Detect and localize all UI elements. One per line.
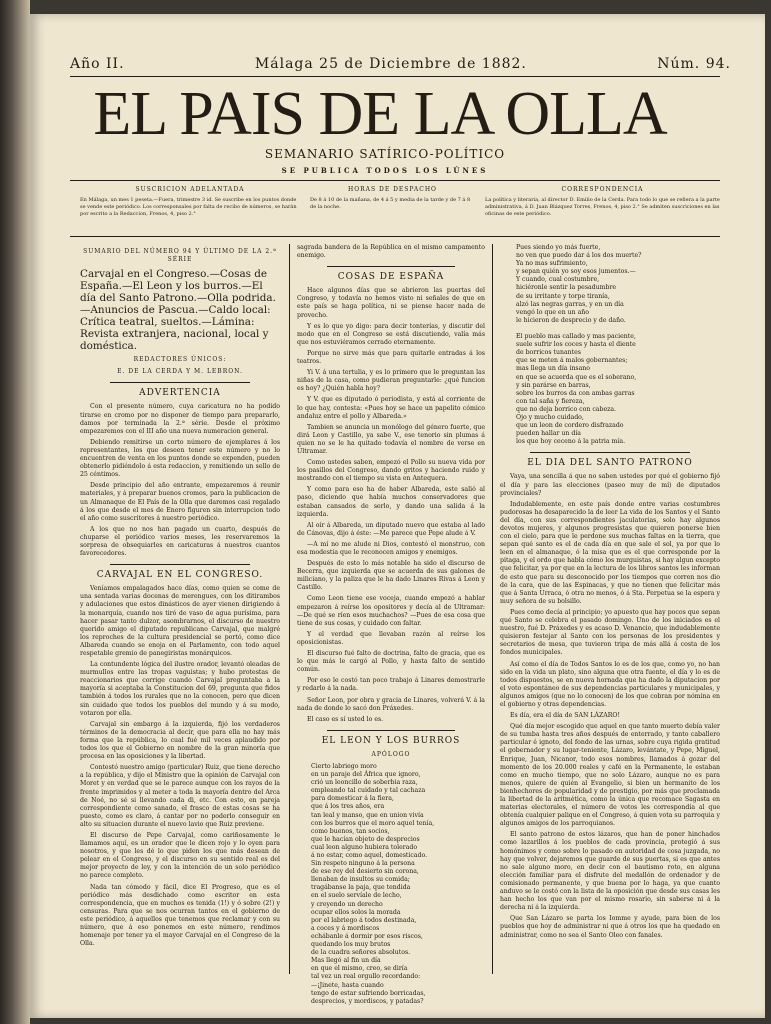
cosas-paragraph: El discurso fué falto de doctrina, falto de gracia, que es lo que más le cargó al Pollo, y hasta falto de sentido común.	[297, 650, 485, 674]
cosas-paragraph: Como Leon tiene ese voceja, cuando empezó a hablar empezaron á reírse los opositores y decía al de Ultramar: —De qué se ríen esos muchachos? —Pues de esa cosa que tiene de sus cosas, y cuidado con faltar.	[297, 595, 485, 627]
carvajal-heading: CARVAJAL EN EL CONGRESO.	[96, 570, 264, 581]
cosas-paragraph: Y es lo que yo digo: para decir tonterías, y discutir del modo que en el Congreso se está discutiendo, valía más que nos estuviéramos cerrado eternamente.	[297, 322, 485, 346]
office-hours-box	[310, 186, 475, 211]
divider	[327, 266, 455, 267]
divider	[110, 382, 250, 383]
column-divider-1	[289, 244, 290, 974]
cosas-paragraph: Después de esto lo más notable ha sido el discurso de Becerra, que izquierda que se acuerda de sus galones de miliciano, y la paliza que le ha dado Linares Rivas á Leon y Castillo.	[297, 560, 485, 592]
summary-text: Carvajal en el Congreso.—Cosas de España.—El Leon y los burros.—El día del Santo Patrono.—Olla podrida.—Anuncios de Pascua.—Caldo local: Crítica teatral, sueltos.—Lámina: Revista extranjera, nacional, local y doméstica.	[80, 268, 276, 353]
top-rule	[70, 76, 720, 77]
header-rule	[70, 180, 720, 181]
fable-verses: Cierto labriego moro en un paraje del África que ignoro, crió un leoncillo de soberbia raza, empleando tal cuidado y tal cachaza para domesticar á la fiera, que á los tres años, era tan leal y manso, que en union vivía con los burros que el moro aquel tenía, como buenos, tan socios, que le hacían objeto de desprecios cual leon alguno hubiera tolerado á no estar, como aquel, domesticado. Sin respeto ninguno á la persona de ese rey del desierto sin corona, llenaban de insultos su comida; tragábanse la paja, que tendida en el suelo servíale de lecho, y creyendo un derecho ocupar ellos solos la morada por el labriego á todos destinada, a coces y á mordiscos echábanle á dormir por esos riscos, quedando los muy brutos de la cuadra señores absolutos. Mas llegó al fin un día en que el mismo, creo, se diría tal vez un real orgullo recordando: —¡Jinete, hasta cuando tengo de estar sufriendo borricadas, desprecios, y mordiscos, y patadas?	[311, 762, 435, 1005]
column-divider-2	[492, 244, 493, 974]
divider	[110, 564, 250, 565]
office-hours-heading: HORAS DE DESPACHO	[348, 186, 437, 193]
masthead-title: EL PAIS DE LA OLLA	[93, 80, 667, 148]
subscription-heading: SUSCRICION ADELANTADA	[135, 186, 245, 193]
subscription-text: En Málaga, un mes 1 peseta.—Fuera, trimestre 3 id. Se suscribe en los puntos donde se vende este periódico. Los corresponsales por falta de recibo de números, se harán por escrito a la Redaccion, Frenos, 4, piso 2.°	[80, 197, 297, 217]
santo-paragraph: Que San Lázaro se parta los Iomme y ayude, para bien de los pueblos que hoy de administrar ni que á otros los que ha quedado en administrar, como no sea el Santo Oleo con fanales.	[500, 915, 720, 939]
cosas-paragraph: —A mí no me alude ni Dios, contestó el monstruo, con esa modestia que le reconocen amigos y enemigos.	[297, 540, 485, 556]
fable-verses-continued: Pues siendo yo más fuerte, no ven que puedo dar á los dos muerte? Ya no mas sufrimiento, y sepan quién yo soy esos jumentos.— Y cuando, cual costumbre, hiciéronle sentir la pesadumbre de su irritante y torpe tiranía, alzó las negras garras, y en un día vengó lo que en un año le hicieron de desprecio y de daño. El pueblo mas callado y mas paciente, suele sufrir los coces y hasta el diente de borricos tunantes que se meten á malos gobernantes; mas llega un día insano en que se acuerda que es el soberano, y sin parárse en barras, sobre los burros da con ambas garras con tal saña y fiereza, que no deja borrico con cabeza. Ojo y mucho cuidado, que un leon de cordero disfrazado pueden hallar un día los que hoy ceceno á la patria mía.	[516, 244, 642, 446]
carvajal-paragraph: Carvajal sin embargo á la izquierda, fijó los verdaderos términos de la democracia al decir, que para ella no hay más forma que la república, lo cual fué mil veces aplaudido por todos los que el Gobierno en nombre de la gran minoría que procesa en las oposiciones y la libertad.	[80, 720, 280, 761]
santo-paragraph: Vaya, una sencilla á que no saben ustedes por qué el gobierno fijó el día y para las elecciones (paseo muy de mí) de diputados provinciales?	[500, 473, 720, 497]
notice-paragraph: Con el presente número, cuya caricatura no ha podido tirarse en cromo por no disponer de tiempo para prepararlo, damos por terminada la 2.ª série. Desde el próximo empezaremos con el III año una nueva numeracion general.	[80, 403, 280, 435]
carvajal-paragraph: El discurso de Pepe Carvajal, como cariñosamente le llamamos aquí, es un orador que le dicen rojo y lo oyen para nosotros, y que les dé lo que piden los que más desean de pelear en el Congreso, y el discurso en su sentido real es del mejor proyecto de ley, y con la intención de un solo periódico no parece completo.	[80, 831, 280, 880]
cosas-paragraph: Señor Leon, por obra y gracia de Linares, volverá V. á la nada de donde lo sacó don Práxedes.	[297, 696, 485, 712]
santo-paragraph: Pues como decía al principio; yo apuesto que hay pocos que sepan qué Santo se celebra el pasado domingo. Uno de los iniciados es el nuestro, fué D. Práxedes y es acaso D. Venancio, que indudablemente quisieron festejar al Santo con los personas de los presidentes y secretarios de mesa, que tuvieron tripa de más allá á costa de los fondos municipales.	[500, 608, 720, 657]
subscription-box	[80, 186, 300, 218]
masthead-tagline: SE PUBLICA TODOS LOS LÚNES	[281, 166, 489, 175]
cosas-paragraph: Por eso le costó tan poco trabajo á Linares demostrarle y redarlo á la nada.	[297, 677, 485, 693]
book-spine	[0, 0, 30, 1024]
cosas-paragraph: Como ustedes saben, empezó el Pollo su nueva vida por los pasillos del Congreso, dando gritos y haciendo ruido y mostrando con el tiempo su vista en Antequera.	[297, 459, 485, 483]
cosas-paragraph: Porque no sirve más que para quitarle entradas á los teatros.	[297, 349, 485, 366]
cosas-paragraph: Y el verdad que llevaban razón al reírse los oposicionistas.	[297, 630, 485, 646]
info-rule	[70, 236, 720, 237]
santo-paragraph: Es día, era el día de SAN LÁZARO!	[510, 712, 620, 720]
leon-heading: EL LEON Y LOS BURROS	[321, 735, 461, 746]
santo-paragraph: Así como el día de Todos Santos lo es de los que, como yo, no han sido en la vida un plato, sino alguna que otra fuente, el día y lo es de todos dispuestos, se en nueva hornada que ha dado la diputacion por el voto espontáneo de sus dependencias particulares y municipales, y algunos amigos (que no lo conocen) de los que cobran por nómina en el gobierno y otras dependencias.	[500, 660, 720, 708]
column-left	[80, 244, 280, 979]
cosas-paragraph: Hace algunos días que se abrieron las puertas del Congreso, y todavía no hemos visto ni señales de que en este país se haga política, ni se piense hacer nada de provecho.	[297, 287, 485, 319]
cosas-paragraph: Y como para eso ha de haber Albareda, este salió al paso, diciendo que había muchos conservadores que estaban cansados de serlo, y dando una salida á la izquierda.	[297, 486, 485, 518]
correspondence-heading: CORRESPONDENCIA	[561, 186, 644, 193]
column-right	[500, 244, 720, 979]
issue-number: Núm. 94.	[657, 56, 731, 72]
notice-paragraph: Desde principio del año entrante, empezaremos á reunir materiales, y á preparar buenos cromos, para la publicacion de un Almanaque de El País de la Olla que daremos casi regalado á los que desde el mes de Enero figuren sin interrupcion todo el año como suscritores á nuestro periódico.	[80, 482, 280, 522]
santo-paragraph: El santo patrono de estos lázaros, que han de poner hinchados como lazarillos á los pueblos de cada provincia, protegió á sus homónimos y como sobre lo pasado en autoridad de cosa juzgada, no hay que volver, dejaremos que guarde de sus puertas, si es que antes no sale alguno moro, en decir con el bautismo roto, en alguna elección familiar para el disfrute del medallón de ordenador y de comisionado permanente, y que buena por lo haga, ya que cuanto anduvo se le costó con la lista de la oposición que desde sus casas les han hecho los que van por el mismo rosario, sin saberse ni á la derecha ni á la izquierda.	[500, 831, 720, 912]
cosas-paragraph: El caso es sí usted lo es.	[307, 715, 384, 723]
issue-year: Año II.	[70, 56, 125, 72]
santo-paragraph: Indudablemente, en este país donde entre varias costumbres pudorosas ha desaparecido la de leer La vida de los Santos y el Santo del día, con sus correspondientes jaculatorias, solo hay algunos devotos mujeres, y algunos progresistas que quieren ponerse bien con el cielo, para que le perdone sus muchas faltas en la tierra, que sepan qué santo es el de cada día en que sale el sol, ya por que lo leen en el almanaque, ó la misa que es el que corresponde por la pitaga, y el ordo que habla cómo los murguistas, si hay algun excepto que felicitar, ya por que en la lectura de los libros santos les informan de esto que para su desconocido por los tiempos que corren nos dio de la cara, que de las Espinacas, y que no tienen que felicitar más que á Santa Urraca, ó otra no menos, ó á Sta. Perpetua se la espera y muy señora de su bolsillo.	[500, 500, 720, 605]
carvajal-paragraph: Veníamos empalagados hace días, como quien se come de una sentada varias docenas de merengues, con los ditirambos y adulaciones que estos dinásticos de ayer vienen dirigiendo á la monarquía, cuando nos tiró de vaso de agua purísima, para hacer pasar tanto dulzor, asombrarnos, el discurso de nuestro querido amigo el diputado republicano Carvajal, que malgré los reproches de la cultura presidencial se portó, como dice Albareda cuando se enoja en el Parlamento, con todo aquel respetable gremio de panegiristas monárquicos.	[80, 585, 280, 657]
santo-paragraph: Qué día mejor escogido que aquel en que tanto muerto debía valer de su tumba hasta tres años después de enterrado, y tanto caballero particular é ignoto, del fondo de las urnas, sobre cuya rigida gratitud el gobernador y su lugar-teniente, Lázaro, levántate, y Pepe, Miguel, Enrique, Juan, Nicanor, todo esos nombres, llamados á gozar del momento de los 20.000 reales y café en la Permanente, le estaban como en mucho tiempo, que no solo Lázaro, aunque no es para menos, quiere de quién al Evangelio, si bien un hermanito de los bienhechores de popularidad y de prestigio, por más que proclamada la libertad de la aritmética, como la única que recomace Sagasta en materias electorales, el número de votos les correspondía al que obtenía cualquier palique en el Congreso, á quien vota su parroquia y algunos amigos de los parroquianos.	[500, 723, 720, 828]
carvajal-paragraph: Nada tan cómodo y fácil, dice El Progreso, que es el periódico más desdichado como escritor en esta correspondencia, que en muchos es tenida (1!) y ó sobre (2!) y censuras. Para que se nos ocurran tantos en el gobierno de este periódico, á aquellos que tenemos que reclamar y con su número, que á eso ponemos en este número, rendimos homenaje por tener ya el mayor Carvajal en el Congreso de la Olla.	[80, 883, 280, 948]
editors-names: E. DE LA CERDA Y M. LEBRON.	[117, 368, 243, 376]
santo-heading: EL DIA DEL SANTO PATRONO	[527, 458, 693, 469]
cosas-paragraph: Y V. que es diputado ó periodista, y está al corriente de lo que hay, contesta: «Pues hoy se hace un papelito cómico andaluz entre el pollo y Albareda.»	[297, 396, 485, 420]
cosas-paragraph: Al oír á Albareda, un diputado nuevo que estaba al lado de Cánovas, dijo á éste: —Me parece que Pepe alude á V.	[297, 521, 485, 537]
carvajal-paragraph: Contestó nuestro amigo (particular) Ruiz, que tiene derecho a la república, y dijo el Ministro que la opinión de Carvajal con Moret y en verdad que se le parece aunque con los rayos de la frente imprimidos y al meter a toda la mayoría dentro del Arca de Noé, no sé si llevando cada di, etc. Con esto, en pareja correspondiente como sanado, el frasco de estas cosas se ha puesto, como es claro, á cantar por no poderlo conseguir en alto su situacion durante el nuevo lavio que Ruiz previene.	[80, 764, 280, 828]
notice-paragraph: Debiendo remitirse un corto número de ejemplares á los representantes, los que deseen tener este número y no lo encuentren de venta en los puntos donde se expenden, pueden obtenerlo pidiéndolo á esta redaccion, y remitiendo un sello de 25 céntimos.	[80, 438, 280, 479]
cosas-paragraph: Tambien se anuncia un monólogo del género fuerte, que dirá Leon y Castillo, ya sabe V., ese tenorio sin plumas á quien no se le ha quitado todavía el nombre de verse en Ultramar.	[297, 423, 485, 455]
summary-heading: SUMARIO DEL NÚMERO 94 Y ÚLTIMO DE LA 2.ª SÉRIE	[83, 248, 277, 264]
cosas-heading: COSAS DE ESPAÑA	[337, 272, 445, 283]
notice-heading: ADVERTENCIA	[139, 388, 221, 399]
masthead-subtitle: SEMANARIO SATÍRICO-POLÍTICO	[264, 147, 506, 161]
correspondence-box	[485, 186, 720, 218]
issue-line	[70, 56, 731, 72]
editors-heading: REDACTORES ÚNICOS:	[133, 356, 227, 364]
column-middle	[297, 244, 485, 1005]
divider	[327, 730, 455, 731]
intro-paragraph: sagrada bandera de la República en el mismo campamento enemigo.	[297, 244, 485, 260]
issue-date: Málaga 25 de Diciembre de 1882.	[254, 56, 527, 72]
correspondence-text: La política y literaria, al director D. Emilio de la Cerda. Para todo lo que se refiera a la parte administrativa, á D. Juan Blázquez Torres, Frenos, 4, piso 2.° Se admiten suscriciones en las oficinas de este periódico.	[485, 197, 720, 217]
apologo-heading: APÓLOGO	[371, 750, 411, 758]
office-hours-text: De 8 á 10 de la mañana, de 4 á 5 y media de la tarde y de 7 á 8 de la noche.	[310, 197, 471, 210]
carvajal-paragraph: La contundente lógica del ilustre orador, levantó oleadas de murmullos entre las tropas vaguistas; y hubo protestas de reaccionarios que corrige cuando Carvajal preguntaba a la mayoría si aceptaba la Constitucion del 69, pregunta que fidos también á todos los rurales que no la conocen, pero que dicen sin cuidado que todos los pueblos del mundo y á su modo, votaron por ella.	[80, 661, 280, 717]
notice-paragraph: A los que no nos han pagado un cuarto, después de chuparse el periódico varios meses, les reservaremos la sorpresa de obsequiarles en caricaturas á nuestros cuantos favorecedores.	[80, 525, 280, 558]
divider	[530, 452, 690, 453]
cosas-paragraph: Yi V. á una tertulia, y es lo primero que le preguntan las niñas de la casa, como pudieran preguntarle: ¿qué funcion es hoy? ¿Quién habla hoy?	[297, 369, 485, 393]
